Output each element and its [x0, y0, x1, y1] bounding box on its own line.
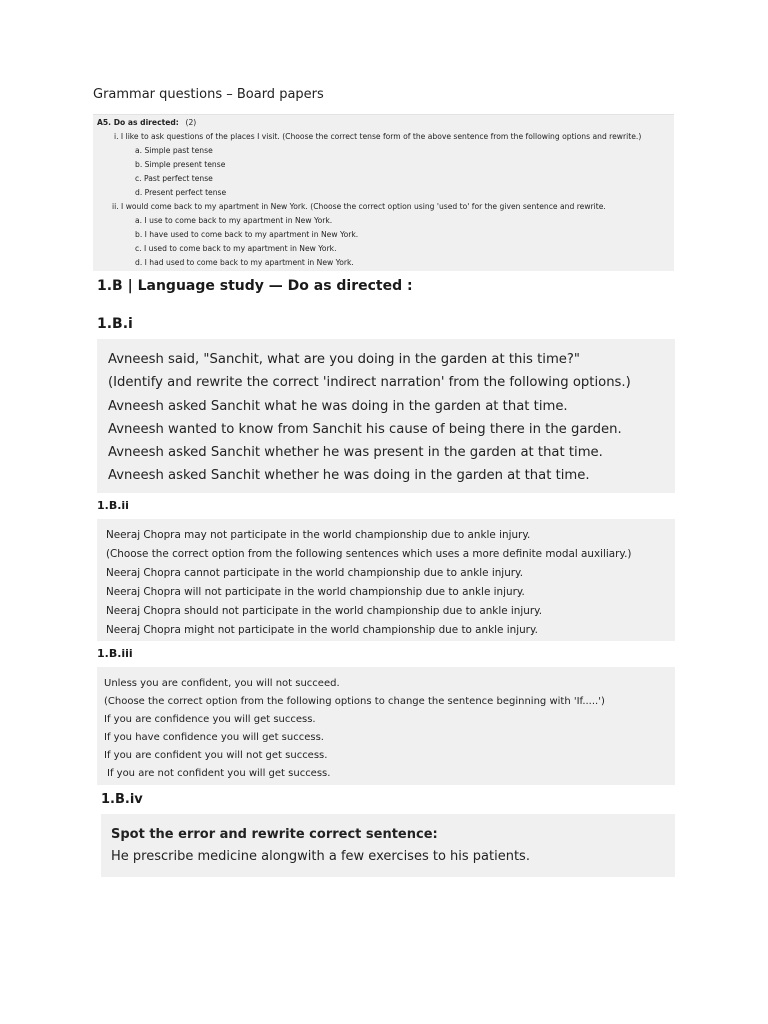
b-i-line: Avneesh asked Sanchit what he was doing in the garden at that time. — [108, 399, 568, 414]
b-i-line: Avneesh asked Sanchit whether he was present in the garden at that time. — [108, 445, 603, 460]
b-i-line: Avneesh wanted to know from Sanchit his cause of being there in the garden. — [108, 422, 622, 437]
b-ii-line: Neeraj Chopra might not participate in the world championship due to ankle injury. — [106, 624, 538, 636]
a5-question-box — [93, 114, 674, 271]
a5-q2-option: c. I used to come back to my apartment in New York. — [135, 244, 337, 253]
b-iii-line: If you are confident you will not get success. — [104, 750, 328, 761]
b-ii-line: Neeraj Chopra will not participate in the world championship due to ankle injury. — [106, 586, 525, 598]
a5-q2-option: a. I use to come back to my apartment in New York. — [135, 216, 333, 225]
b-ii-line: Neeraj Chopra should not participate in the world championship due to ankle injury. — [106, 605, 543, 617]
b-iii-line: If you have confidence you will get success. — [104, 732, 324, 743]
b-iii-line: If you are not confident you will get success. — [107, 768, 331, 779]
a5-q1-option: c. Past perfect tense — [135, 174, 213, 183]
a5-q1-option: d. Present perfect tense — [135, 188, 227, 197]
b-iv-instruction: Spot the error and rewrite correct sentence: — [111, 827, 438, 842]
b-i-line: Avneesh said, "Sanchit, what are you doing in the garden at this time?" — [108, 352, 580, 367]
b-iii-heading: 1.B.iii — [97, 647, 133, 660]
b-ii-line: Neeraj Chopra cannot participate in the world championship due to ankle injury. — [106, 567, 524, 579]
a5-q1-option: b. Simple present tense — [135, 160, 226, 169]
b-ii-heading: 1.B.ii — [97, 499, 129, 512]
a5-q2-option: b. I have used to come back to my apartment in New York. — [135, 230, 359, 239]
a5-question-2: ii. I would come back to my apartment in New York. (Choose the correct option using 'used to' for the given sentence and rewrite. — [112, 202, 606, 211]
b-i-box — [97, 339, 675, 493]
b-iii-line: (Choose the correct option from the following options to change the sentence beginning with 'If.....') — [104, 696, 605, 707]
b-iii-line: If you are confidence you will get success. — [104, 714, 316, 725]
a5-marks: (2) — [185, 118, 197, 127]
b-iv-box — [101, 814, 675, 877]
b-i-line: (Identify and rewrite the correct 'indirect narration' from the following options.) — [108, 375, 631, 390]
b-ii-line: (Choose the correct option from the following sentences which uses a more definite modal auxiliary.) — [106, 548, 632, 560]
b-iv-heading: 1.B.iv — [101, 792, 143, 807]
section-1b-heading: 1.B | Language study — Do as directed : — [97, 278, 413, 294]
b-i-heading: 1.B.i — [97, 316, 133, 332]
a5-heading-text: A5. Do as directed: — [97, 118, 179, 127]
b-iii-box — [97, 667, 675, 785]
b-iii-line: Unless you are confident, you will not succeed. — [104, 678, 340, 689]
b-i-line: Avneesh asked Sanchit whether he was doing in the garden at that time. — [108, 468, 590, 483]
b-iv-sentence: He prescribe medicine alongwith a few exercises to his patients. — [111, 849, 530, 864]
a5-heading — [97, 118, 196, 128]
page-title: Grammar questions – Board papers — [93, 87, 324, 102]
a5-q2-option: d. I had used to come back to my apartment in New York. — [135, 258, 354, 267]
a5-q1-option: a. Simple past tense — [135, 146, 213, 155]
b-ii-line: Neeraj Chopra may not participate in the world championship due to ankle injury. — [106, 529, 531, 541]
b-ii-box — [97, 519, 675, 641]
a5-question-1: i. I like to ask questions of the places I visit. (Choose the correct tense form of the above sentence from the following options and rewrite.) — [114, 132, 642, 141]
